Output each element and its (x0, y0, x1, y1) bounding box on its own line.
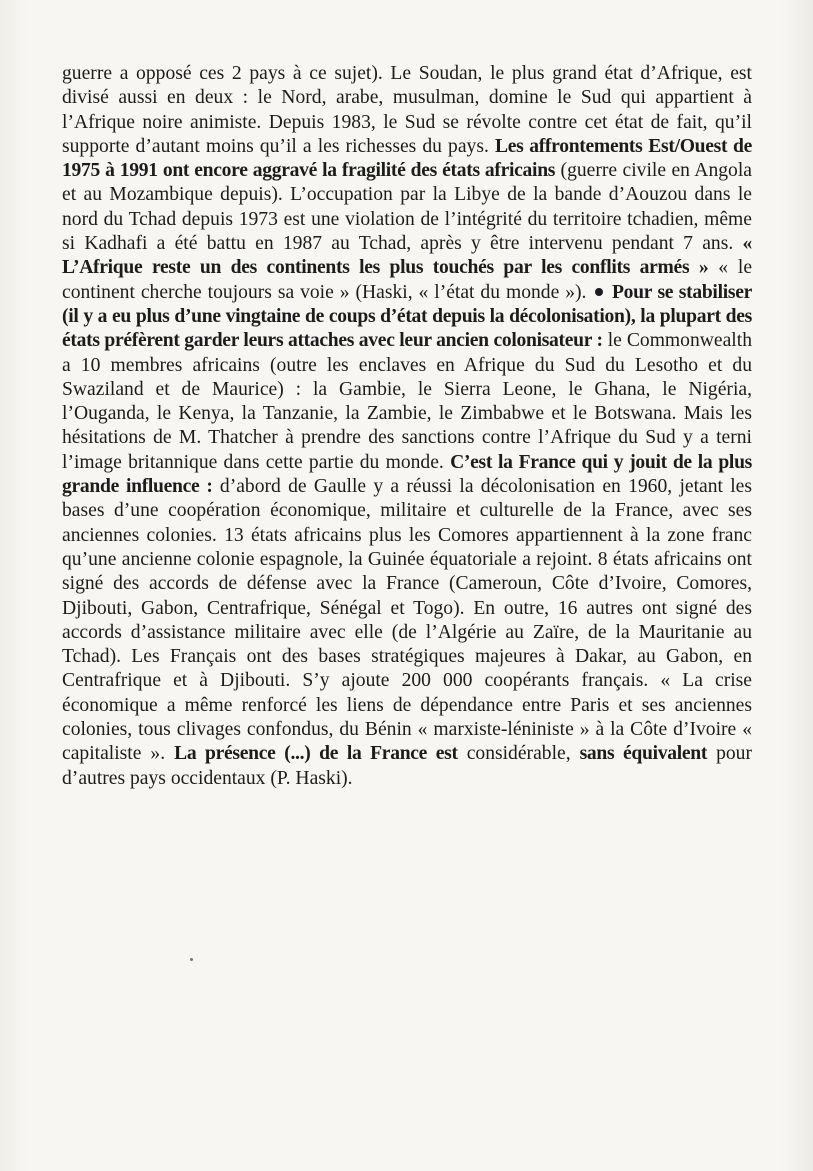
text-segment: guerre a opposé ces 2 pays à ce sujet). Le Soudan, le plus grand état d’Afrique, est divisé aussi en deux : le Nord, arabe, musulman, domine le Sud qui appartient à l’Afrique noire animiste. Depuis 1983, le Sud se révolte contre cet état de fait, qu’il supporte d’autant moins qu’il a les richesses du pays. (62, 63, 752, 157)
paragraph (62, 62, 752, 791)
scan-speck (190, 958, 193, 961)
bullet-icon (595, 288, 603, 296)
text-segment: (guerre civile en Angola et au Mozambique depuis). L’occupation par la Libye de la bande d’Aouzou dans le nord du Tchad depuis 1973 est une violation de l’intégrité du territoire tchadien, même si Kadhafi a été battu en 1987 au Tchad, après y être intervenu pendant 7 ans. (62, 160, 752, 255)
body-text (62, 62, 752, 791)
bold-text-segment: « L’Afrique reste un des continents les plus touchés par les conflits armés » (62, 233, 752, 279)
bold-text-segment: C’est la France qui y jouit de la plus grande influence : (62, 451, 752, 498)
bold-text-segment: sans équivalent (579, 743, 708, 765)
text-segment: pour d’autres pays occidentaux (P. Haski). (62, 743, 753, 789)
bold-text-segment: Les affrontements Est/Ouest de 1975 à 1991 ont encore aggravé la fragilité des états africains (62, 135, 752, 182)
text-segment: « le continent cherche toujours sa voie » (Haski, « l’état du monde »). (62, 257, 753, 303)
text-segment: d’abord de Gaulle y a réussi la décolonisation en 1960, jetant les bases d’une coopération économique, militaire et culturelle de la France, avec ses anciennes colonies. 13 états africains plus les Comores appartiennent à la zone franc qu’une ancienne colonie espagnole, la Guinée équatoriale a rejoint. 8 états africains ont signé des accords de défense avec la France (Cameroun, Côte d’Ivoire, Comores, Djibouti, Gabon, Centrafrique, Sénégal et Togo). En outre, 16 autres ont signé des accords d’assistance militaire avec elle (de l’Algérie au Zaïre, de la Mauritanie au Tchad). Les Français ont des bases stratégiques majeures à Dakar, au Gabon, en Centrafrique et à Djibouti. S’y ajoute 200 000 coopérants français. « La crise économique a même renforcé les liens de dépendance entre Paris et ses anciennes colonies, tous clivages confondus, du Bénin « marxiste-léniniste » à la Côte d’Ivoire « capitaliste ». (62, 476, 752, 765)
bold-text-segment: La présence (...) de la France est (174, 743, 458, 765)
bold-text-segment: Pour se stabiliser (il y a eu plus d’une vingtaine de coups d’état depuis la décolonisation), la plupart des états préfèrent garder leurs attaches avec leur ancien colonisateur : (62, 281, 752, 352)
text-segment: le Commonwealth a 10 membres africains (outre les enclaves en Afrique du Sud du Lesotho et du Swaziland et de Maurice) : la Gambie, le Sierra Leone, le Ghana, le Nigéria, l’Ouganda, le Kenya, la Tanzanie, la Zambie, le Zimbabwe et le Botswana. Mais les hésitations de M. Thatcher à prendre des sanctions contre l’Afrique du Sud y a terni l’image britannique dans cette partie du monde. (62, 330, 752, 473)
text-segment: considérable, (457, 743, 580, 765)
